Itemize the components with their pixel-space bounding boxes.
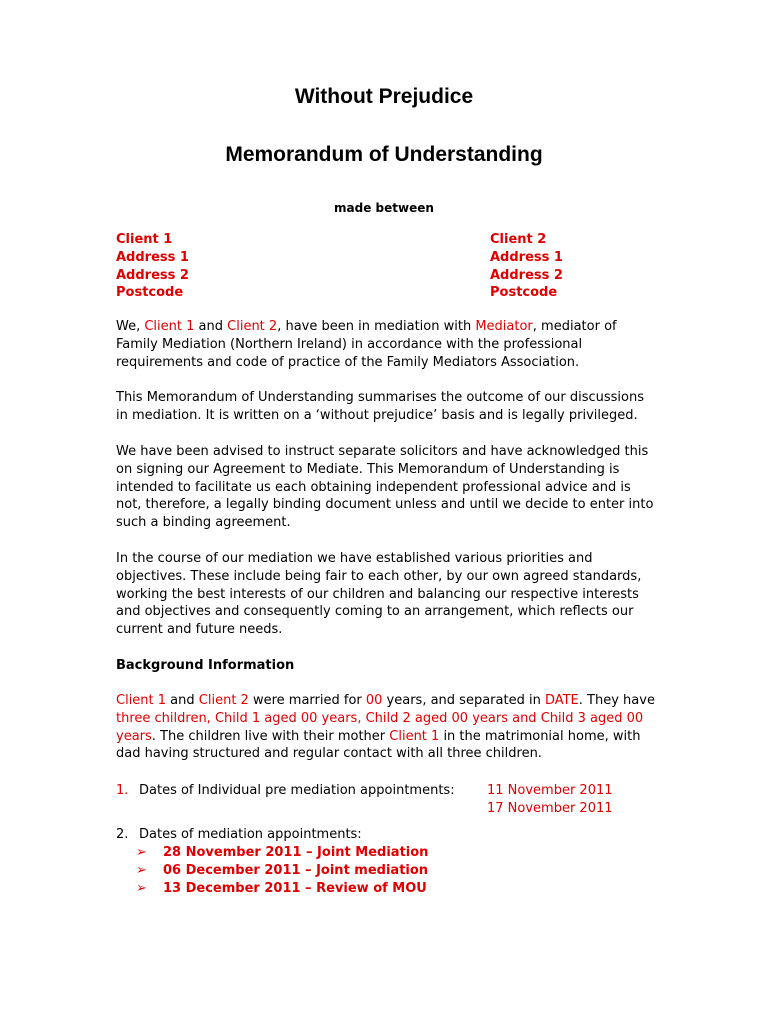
arrow-bullet-icon: ➢ bbox=[136, 862, 147, 878]
party-2-name: Client 2 bbox=[490, 232, 547, 247]
paragraph-summary: This Memorandum of Understanding summarises the outcome of our discussions in mediation. It is written on a ‘without prejudice’ basis and is legally privileged. bbox=[116, 390, 645, 423]
client-1-ref: Client 1 bbox=[116, 693, 167, 708]
text: , have been in mediation with bbox=[277, 319, 476, 334]
item-1-number: 1. bbox=[116, 783, 129, 798]
party-2-block bbox=[490, 231, 563, 302]
party-2-address-1: Address 1 bbox=[490, 249, 563, 265]
mediator-ref: Mediator bbox=[475, 319, 533, 334]
party-1-postcode: Postcode bbox=[116, 285, 184, 301]
text: . They have bbox=[578, 693, 655, 708]
appointment-text: 06 December 2011 – Joint mediation bbox=[163, 862, 429, 878]
appointment-list bbox=[136, 844, 428, 897]
party-2-postcode: Postcode bbox=[490, 285, 558, 301]
mother-ref: Client 1 bbox=[389, 728, 440, 744]
document-subtitle: Memorandum of Understanding bbox=[225, 143, 543, 166]
party-1-block bbox=[116, 231, 189, 302]
list-item bbox=[136, 844, 428, 862]
client-2-ref: Client 2 bbox=[198, 693, 249, 708]
party-2-address-2: Address 2 bbox=[490, 267, 563, 283]
text: . The children live with their mother bbox=[151, 728, 390, 744]
party-1-name: Client 1 bbox=[116, 232, 173, 247]
arrow-bullet-icon: ➢ bbox=[136, 845, 147, 860]
page-title: Without Prejudice bbox=[294, 85, 474, 108]
text: and bbox=[166, 693, 199, 708]
appointment-text: 28 November 2011 – Joint Mediation bbox=[163, 845, 429, 860]
item-1-date-1: 11 November 2011 bbox=[487, 783, 613, 798]
years-value: 00 bbox=[365, 693, 383, 708]
client-2-ref: Client 2 bbox=[227, 319, 278, 334]
client-1-ref: Client 1 bbox=[144, 319, 195, 334]
text: were married for bbox=[248, 693, 366, 708]
text: and bbox=[194, 319, 228, 334]
paragraph-background bbox=[116, 692, 656, 763]
item-1-date-2: 17 November 2011 bbox=[487, 801, 613, 816]
text: in the matrimonial home, with dad having structured and regular contact with all three children. bbox=[116, 728, 641, 762]
paragraph-advice: We have been advised to instruct separate solicitors and have acknowledged this on signing our Agreement to Mediate. This Memorandum of Understanding is intended to facilitate us each obtaining independent professional advice and is not, therefore, a legally binding document unless and until we decide to enter into such a binding agreement. bbox=[116, 444, 654, 531]
item-1-label: Dates of Individual pre mediation appointments: bbox=[139, 783, 455, 798]
children-details: three children, Child 1 aged 00 years, Child 2 aged 00 years and Child 3 aged 00 years bbox=[116, 710, 644, 744]
list-item bbox=[136, 880, 428, 898]
paragraph-priorities: In the course of our mediation we have established various priorities and objectives. These include being fair to each other, by our own agreed standards, working the best interests of our children and balancing our respective interests and objectives and consequently coming to an arrangement, which reflects our current and future needs. bbox=[116, 551, 642, 638]
paragraph-mediation bbox=[116, 318, 656, 371]
made-between-label: made between bbox=[334, 201, 434, 215]
text: , mediator of Family Mediation (Northern Ireland) in accordance with the professional requirements and code of practice of the Family Mediators Association. bbox=[116, 319, 617, 370]
separation-date: DATE bbox=[544, 693, 579, 708]
appointment-text: 13 December 2011 – Review of MOU bbox=[163, 880, 427, 896]
list-item bbox=[136, 862, 428, 880]
background-heading: Background Information bbox=[116, 658, 295, 673]
arrow-bullet-icon: ➢ bbox=[136, 880, 147, 896]
text: years, and separated in bbox=[382, 693, 545, 708]
party-1-address-2: Address 2 bbox=[116, 267, 189, 283]
text: We, bbox=[116, 319, 145, 334]
item-2-number: 2. bbox=[116, 827, 129, 842]
party-1-address-1: Address 1 bbox=[116, 249, 189, 265]
item-2-label: Dates of mediation appointments: bbox=[139, 827, 362, 842]
